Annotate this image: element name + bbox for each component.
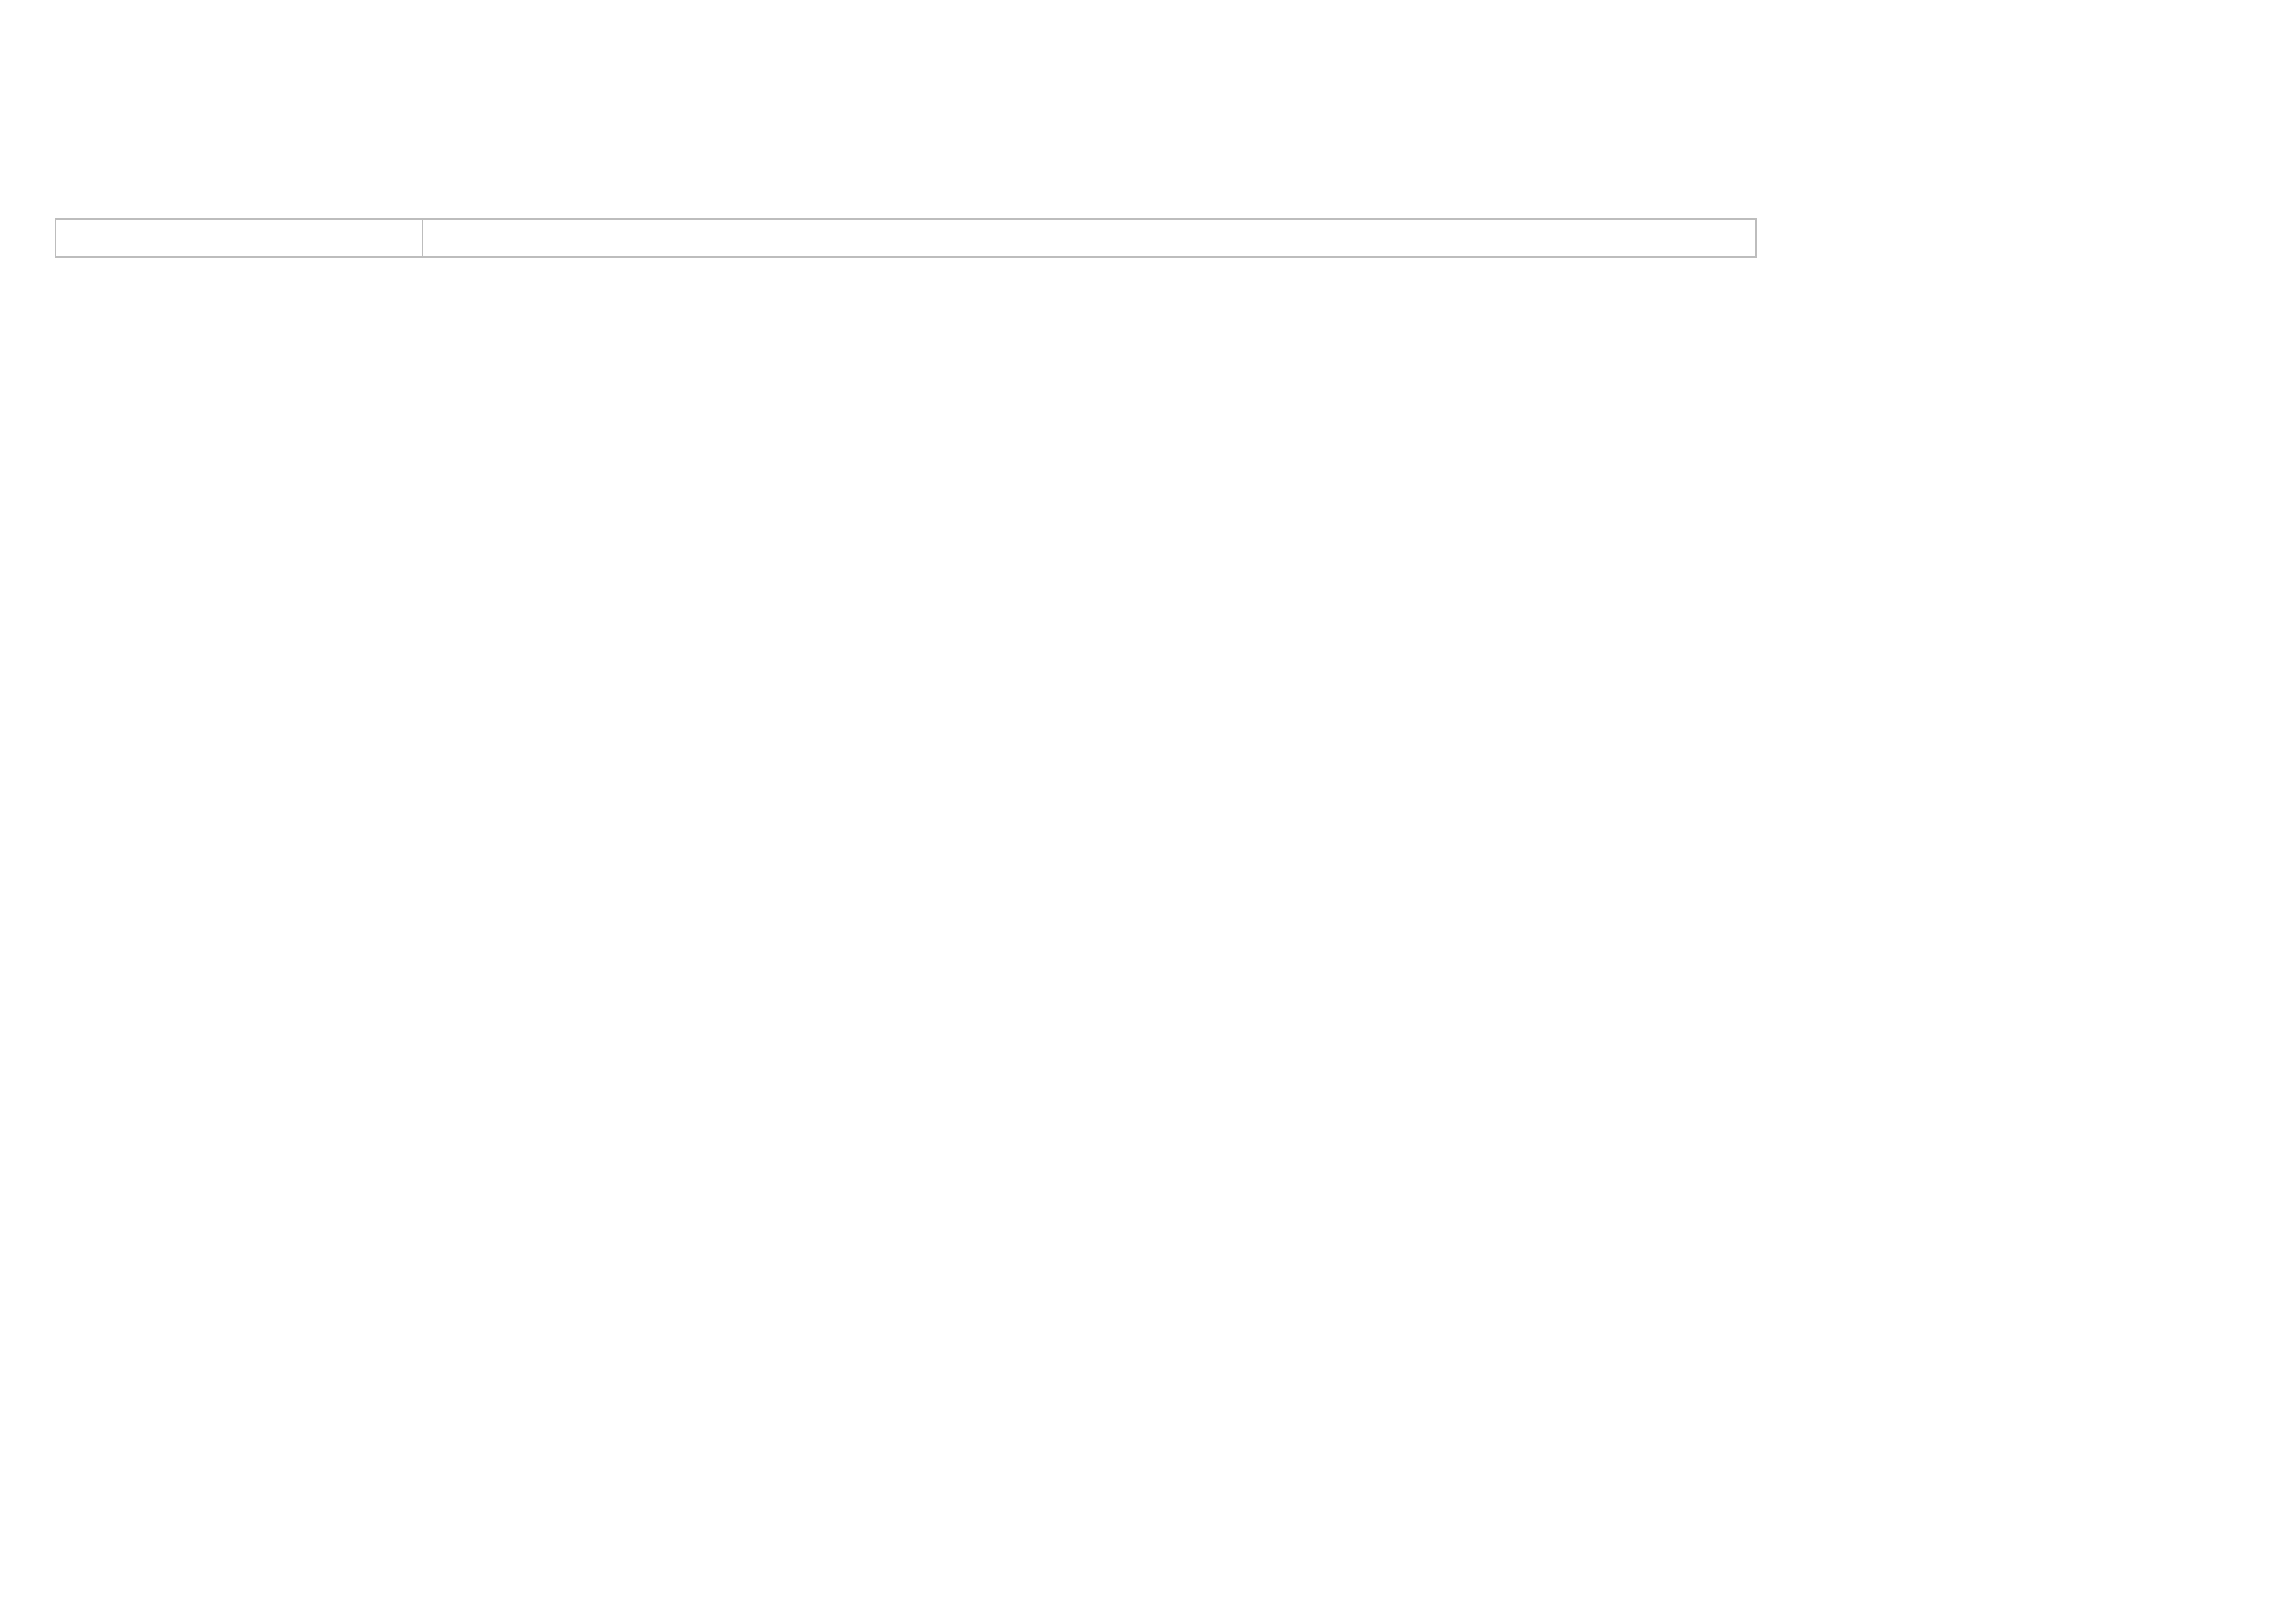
micro-seminary-label xyxy=(56,220,423,256)
micro-seminary-row xyxy=(55,218,1757,258)
footnotes xyxy=(1821,1453,2281,1479)
